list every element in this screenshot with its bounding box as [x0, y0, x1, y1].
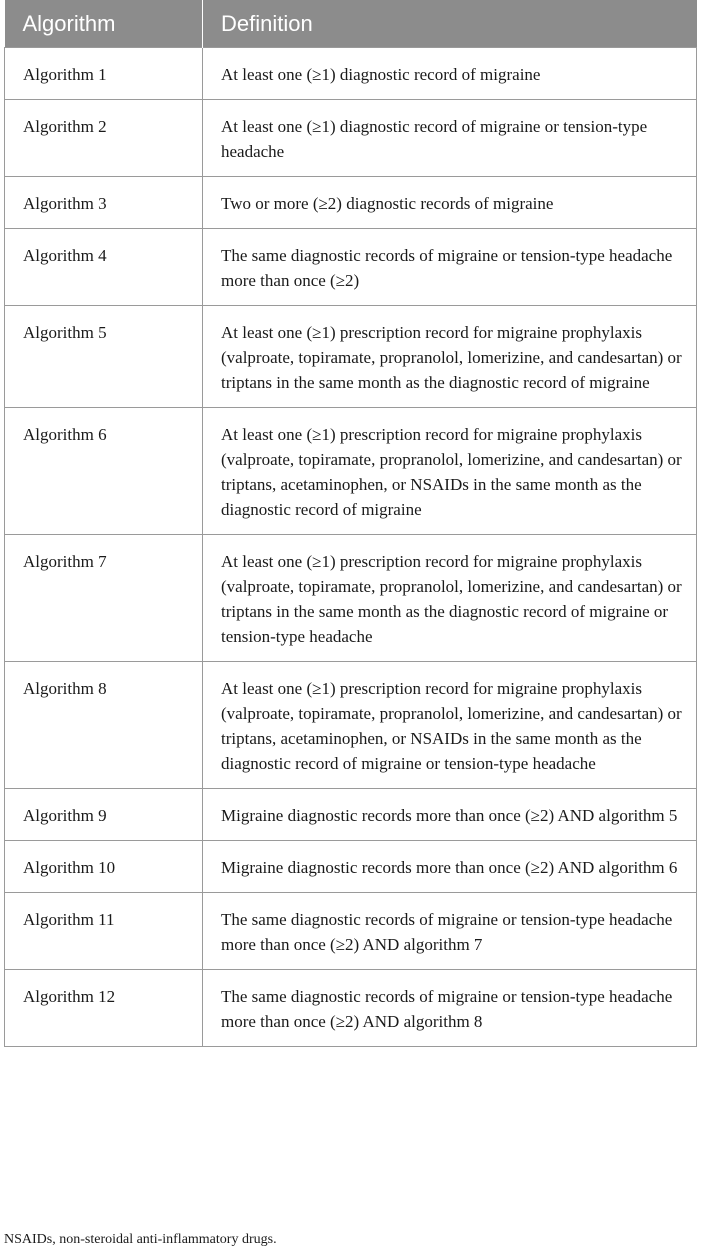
column-header-definition: Definition [203, 0, 697, 48]
table-row [5, 893, 697, 970]
algorithm-name-cell: Algorithm 3 [5, 177, 203, 229]
table-row [5, 306, 697, 408]
algorithm-definition-cell: At least one (≥1) diagnostic record of migraine [203, 48, 697, 100]
algorithm-definition-cell: At least one (≥1) prescription record for migraine prophylaxis (valproate, topiramate, propranolol, lomerizine, and candesartan) or triptans, acetaminophen, or NSAIDs in the same month as the diagnostic record of migraine [203, 408, 697, 535]
algorithm-definition-cell: The same diagnostic records of migraine or tension-type headache more than once (≥2) AND algorithm 7 [203, 893, 697, 970]
table-row [5, 662, 697, 789]
algorithm-definition-cell: At least one (≥1) prescription record for migraine prophylaxis (valproate, topiramate, propranolol, lomerizine, and candesartan) or triptans in the same month as the diagnostic record of migraine or tension-type headache [203, 535, 697, 662]
table-row [5, 535, 697, 662]
algorithm-name-cell: Algorithm 9 [5, 789, 203, 841]
algorithm-name-cell: Algorithm 6 [5, 408, 203, 535]
table-row [5, 229, 697, 306]
algorithm-definition-cell: At least one (≥1) diagnostic record of migraine or tension-type headache [203, 100, 697, 177]
algorithm-definition-cell: At least one (≥1) prescription record for migraine prophylaxis (valproate, topiramate, propranolol, lomerizine, and candesartan) or triptans in the same month as the diagnostic record of migraine [203, 306, 697, 408]
algorithm-name-cell: Algorithm 1 [5, 48, 203, 100]
algorithm-definition-cell: The same diagnostic records of migraine or tension-type headache more than once (≥2) AND algorithm 8 [203, 970, 697, 1047]
algorithm-name-cell: Algorithm 11 [5, 893, 203, 970]
table-row [5, 789, 697, 841]
algorithm-definition-cell: Migraine diagnostic records more than once (≥2) AND algorithm 6 [203, 841, 697, 893]
table-footnote: NSAIDs, non-steroidal anti-inflammatory drugs. [4, 1232, 277, 1247]
table-row [5, 48, 697, 100]
algorithm-name-cell: Algorithm 10 [5, 841, 203, 893]
algorithm-definition-cell: Migraine diagnostic records more than once (≥2) AND algorithm 5 [203, 789, 697, 841]
algorithm-name-cell: Algorithm 2 [5, 100, 203, 177]
algorithm-name-cell: Algorithm 4 [5, 229, 203, 306]
algorithm-definition-cell: The same diagnostic records of migraine or tension-type headache more than once (≥2) [203, 229, 697, 306]
table-row [5, 970, 697, 1047]
table-row [5, 100, 697, 177]
table-row [5, 408, 697, 535]
algorithm-name-cell: Algorithm 8 [5, 662, 203, 789]
algorithm-definitions-table [4, 0, 697, 1047]
table-row [5, 177, 697, 229]
algorithm-name-cell: Algorithm 7 [5, 535, 203, 662]
column-header-algorithm: Algorithm [5, 0, 203, 48]
table-header-row [5, 0, 697, 48]
algorithm-definition-cell: Two or more (≥2) diagnostic records of migraine [203, 177, 697, 229]
algorithm-name-cell: Algorithm 12 [5, 970, 203, 1047]
algorithm-definition-cell: At least one (≥1) prescription record for migraine prophylaxis (valproate, topiramate, propranolol, lomerizine, and candesartan) or triptans, acetaminophen, or NSAIDs in the same month as the diagnostic record of migraine or tension-type headache [203, 662, 697, 789]
table-row [5, 841, 697, 893]
algorithm-name-cell: Algorithm 5 [5, 306, 203, 408]
